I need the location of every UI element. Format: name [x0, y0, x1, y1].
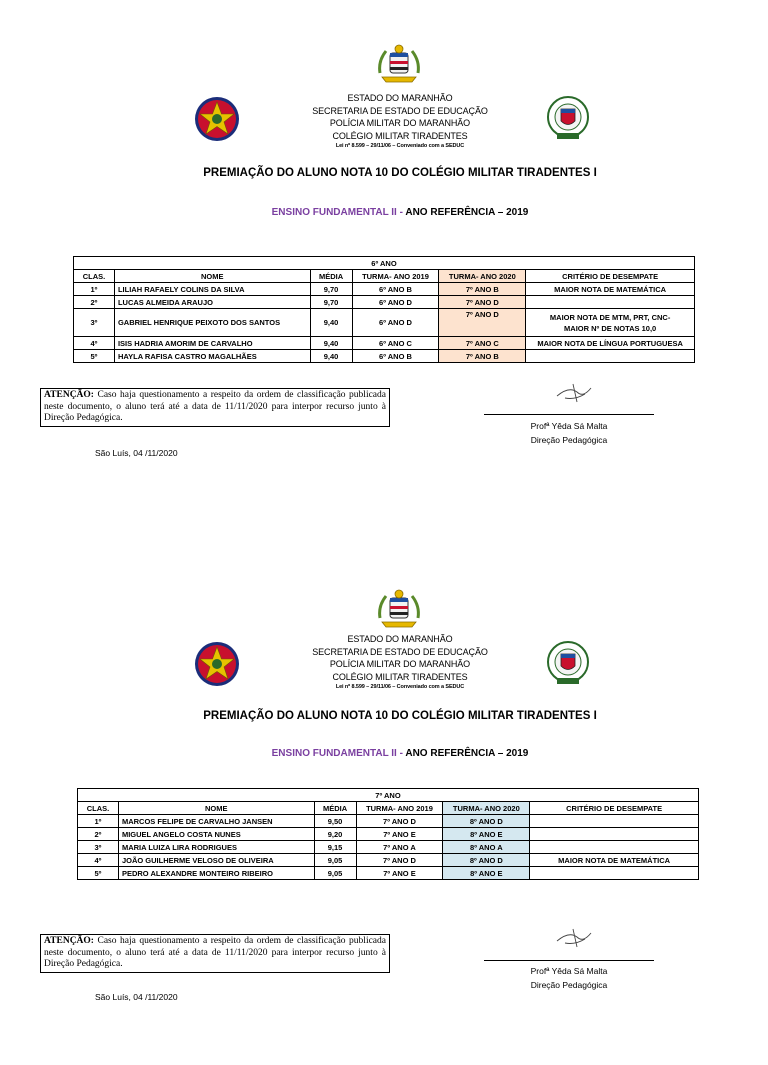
- table-row: [78, 815, 699, 828]
- subtitle-year: ANO REFERÊNCIA – 2019: [402, 748, 529, 759]
- average-cell: 9,70: [310, 296, 352, 309]
- column-header: CLAS.: [74, 270, 115, 283]
- column-header: CRITÉRIO DE DESEMPATE: [526, 270, 695, 283]
- class-2020-cell: 8º ANO E: [443, 867, 530, 880]
- header-line-police: POLÍCIA MILITAR DO MARANHÃO: [329, 118, 471, 128]
- column-header: NOME: [118, 802, 314, 815]
- class-2020-cell: 8º ANO E: [443, 828, 530, 841]
- tiebreak-cell: [526, 350, 695, 363]
- notice-box: [40, 388, 390, 427]
- table-row: [78, 828, 699, 841]
- average-cell: 9,40: [310, 309, 352, 337]
- page-subtitle: [0, 748, 768, 759]
- notice-text: Caso haja questionamento a respeito da ordem de classificação publicada neste documento, o aluno terá até a data de 11/11/2020 para interpor recurso junto à Direção Pedagógica.: [44, 390, 386, 423]
- signature-scribble-icon: [555, 380, 595, 406]
- class-2020-cell: 8º ANO D: [443, 854, 530, 867]
- award-section-7th-grade: [0, 545, 768, 1065]
- average-cell: 9,50: [314, 815, 356, 828]
- name-cell: GABRIEL HENRIQUE PEIXOTO DOS SANTOS: [114, 309, 310, 337]
- class-2020-cell: 7º ANO C: [439, 337, 526, 350]
- tiebreak-cell: MAIOR NOTA DE MATEMÁTICA: [530, 854, 699, 867]
- page-subtitle: [0, 207, 768, 218]
- colegio-militar-emblem-icon: [543, 640, 593, 686]
- column-header: MÉDIA: [314, 802, 356, 815]
- average-cell: 9,40: [310, 337, 352, 350]
- class-2020-cell: 7º ANO D: [439, 309, 526, 337]
- rank-cell: 5º: [74, 350, 115, 363]
- table-row: [78, 841, 699, 854]
- notice-label: ATENÇÃO:: [44, 936, 94, 946]
- table-header-row: [74, 270, 695, 283]
- signature-line: [484, 960, 654, 961]
- class-2019-cell: 6º ANO C: [352, 337, 439, 350]
- table-header-row: [78, 802, 699, 815]
- tiebreak-line: MAIOR NOTA DE MTM, PRT, CNC-: [549, 312, 671, 322]
- column-header: TURMA- ANO 2020: [439, 270, 526, 283]
- state-coat-of-arms-icon: [376, 588, 422, 630]
- ranking-table-6th-grade: [73, 256, 695, 363]
- column-header: MÉDIA: [310, 270, 352, 283]
- average-cell: 9,05: [314, 867, 356, 880]
- column-header: TURMA- ANO 2019: [356, 802, 443, 815]
- table-grade-row: [74, 257, 695, 270]
- class-2020-cell: 7º ANO B: [439, 350, 526, 363]
- header-line-school: COLÉGIO MILITAR TIRADENTES: [332, 671, 468, 682]
- subtitle-level: ENSINO FUNDAMENTAL II -: [271, 748, 403, 759]
- class-2019-cell: 7º ANO D: [356, 854, 443, 867]
- tiebreak-cell: [530, 828, 699, 841]
- document-date: São Luís, 04 /11/2020: [95, 448, 178, 458]
- notice-box: [40, 934, 390, 973]
- class-2019-cell: 7º ANO E: [356, 867, 443, 880]
- tiebreak-cell: [530, 841, 699, 854]
- signature-name: Profª Yêda Sá Malta: [530, 966, 608, 976]
- award-section-6th-grade: [0, 0, 768, 520]
- table-row: [74, 337, 695, 350]
- page-title: PREMIAÇÃO DO ALUNO NOTA 10 DO COLÉGIO MILITAR TIRADENTES I: [203, 710, 597, 722]
- header-line-state: ESTADO DO MARANHÃO: [347, 93, 453, 103]
- subtitle-level: ENSINO FUNDAMENTAL II -: [271, 207, 403, 218]
- class-2019-cell: 7º ANO A: [356, 841, 443, 854]
- class-2020-cell: 8º ANO D: [443, 815, 530, 828]
- name-cell: MIGUEL ANGELO COSTA NUNES: [118, 828, 314, 841]
- rank-cell: 3º: [78, 841, 119, 854]
- column-header: CRITÉRIO DE DESEMPATE: [530, 802, 699, 815]
- class-2020-cell: 7º ANO B: [439, 283, 526, 296]
- rank-cell: 1º: [74, 283, 115, 296]
- class-2019-cell: 7º ANO E: [356, 828, 443, 841]
- tiebreak-line: MAIOR Nº DE NOTAS 10,0: [564, 323, 657, 333]
- column-header: TURMA- ANO 2019: [352, 270, 439, 283]
- name-cell: MARIA LUIZA LIRA RODRIGUES: [118, 841, 314, 854]
- column-header: NOME: [114, 270, 310, 283]
- average-cell: 9,70: [310, 283, 352, 296]
- header-line-school: COLÉGIO MILITAR TIRADENTES: [332, 130, 468, 141]
- table-row: [74, 296, 695, 309]
- name-cell: JOÃO GUILHERME VELOSO DE OLIVEIRA: [118, 854, 314, 867]
- header-line-state: ESTADO DO MARANHÃO: [347, 634, 453, 644]
- class-2020-cell: 8º ANO A: [443, 841, 530, 854]
- tiebreak-cell: MAIOR NOTA DE MATEMÁTICA: [526, 283, 695, 296]
- notice-label: ATENÇÃO:: [44, 390, 94, 400]
- table-grade-row: [78, 789, 699, 802]
- rank-cell: 5º: [78, 867, 119, 880]
- signature-line: [484, 414, 654, 415]
- class-2019-cell: 7º ANO D: [356, 815, 443, 828]
- class-2019-cell: 6º ANO D: [352, 309, 439, 337]
- class-2019-cell: 6º ANO D: [352, 296, 439, 309]
- military-police-emblem-icon: [193, 95, 241, 143]
- average-cell: 9,40: [310, 350, 352, 363]
- signature-scribble-icon: [555, 925, 595, 951]
- table-row: [78, 854, 699, 867]
- average-cell: 9,05: [314, 854, 356, 867]
- institution-header: [250, 633, 550, 692]
- grade-heading: 7º ANO: [78, 789, 699, 802]
- tiebreak-cell: [530, 815, 699, 828]
- column-header: CLAS.: [78, 802, 119, 815]
- column-header: TURMA- ANO 2020: [443, 802, 530, 815]
- military-police-emblem-icon: [193, 640, 241, 688]
- class-2019-cell: 6º ANO B: [352, 283, 439, 296]
- table-row: [74, 350, 695, 363]
- subtitle-year: ANO REFERÊNCIA – 2019: [402, 207, 529, 218]
- header-line-secretariat: SECRETARIA DE ESTADO DE EDUCAÇÃO: [312, 105, 488, 116]
- signature-role: Direção Pedagógica: [530, 980, 608, 990]
- rank-cell: 2º: [74, 296, 115, 309]
- name-cell: LUCAS ALMEIDA ARAUJO: [114, 296, 310, 309]
- table-row: [78, 867, 699, 880]
- rank-cell: 3º: [74, 309, 115, 337]
- name-cell: LILIAH RAFAELY COLINS DA SILVA: [114, 283, 310, 296]
- page-title: PREMIAÇÃO DO ALUNO NOTA 10 DO COLÉGIO MILITAR TIRADENTES I: [203, 167, 597, 179]
- header-law: Lei nº 8.599 – 29/11/06 – Conveniado com a SEDUC: [335, 684, 465, 690]
- name-cell: HAYLA RAFISA CASTRO MAGALHÃES: [114, 350, 310, 363]
- rank-cell: 4º: [78, 854, 119, 867]
- tiebreak-cell: MAIOR NOTA DE LÍNGUA PORTUGUESA: [526, 337, 695, 350]
- average-cell: 9,15: [314, 841, 356, 854]
- name-cell: ISIS HADRIA AMORIM DE CARVALHO: [114, 337, 310, 350]
- rank-cell: 1º: [78, 815, 119, 828]
- name-cell: MARCOS FELIPE DE CARVALHO JANSEN: [118, 815, 314, 828]
- signature-block: [484, 419, 654, 447]
- state-coat-of-arms-icon: [376, 43, 422, 85]
- table-row: [74, 283, 695, 296]
- signature-block: [484, 964, 654, 992]
- header-line-secretariat: SECRETARIA DE ESTADO DE EDUCAÇÃO: [312, 646, 488, 657]
- class-2020-cell: 7º ANO D: [439, 296, 526, 309]
- ranking-table-7th-grade: [77, 788, 699, 880]
- colegio-militar-emblem-icon: [543, 95, 593, 141]
- tiebreak-cell: [526, 309, 695, 337]
- rank-cell: 2º: [78, 828, 119, 841]
- table-row: [74, 309, 695, 337]
- header-law: Lei nº 8.599 – 29/11/06 – Conveniado com a SEDUC: [335, 143, 465, 149]
- document-date: São Luís, 04 /11/2020: [95, 992, 178, 1002]
- tiebreak-cell: [530, 867, 699, 880]
- rank-cell: 4º: [74, 337, 115, 350]
- tiebreak-cell: [526, 296, 695, 309]
- class-2019-cell: 6º ANO B: [352, 350, 439, 363]
- name-cell: PEDRO ALEXANDRE MONTEIRO RIBEIRO: [118, 867, 314, 880]
- signature-name: Profª Yêda Sá Malta: [530, 421, 608, 431]
- signature-role: Direção Pedagógica: [530, 435, 608, 445]
- average-cell: 9,20: [314, 828, 356, 841]
- grade-heading: 6º ANO: [74, 257, 695, 270]
- institution-header: [250, 92, 550, 151]
- notice-text: Caso haja questionamento a respeito da ordem de classificação publicada neste documento, o aluno terá até a data de 11/11/2020 para interpor recurso junto à Direção Pedagógica.: [44, 936, 386, 969]
- header-line-police: POLÍCIA MILITAR DO MARANHÃO: [329, 659, 471, 669]
